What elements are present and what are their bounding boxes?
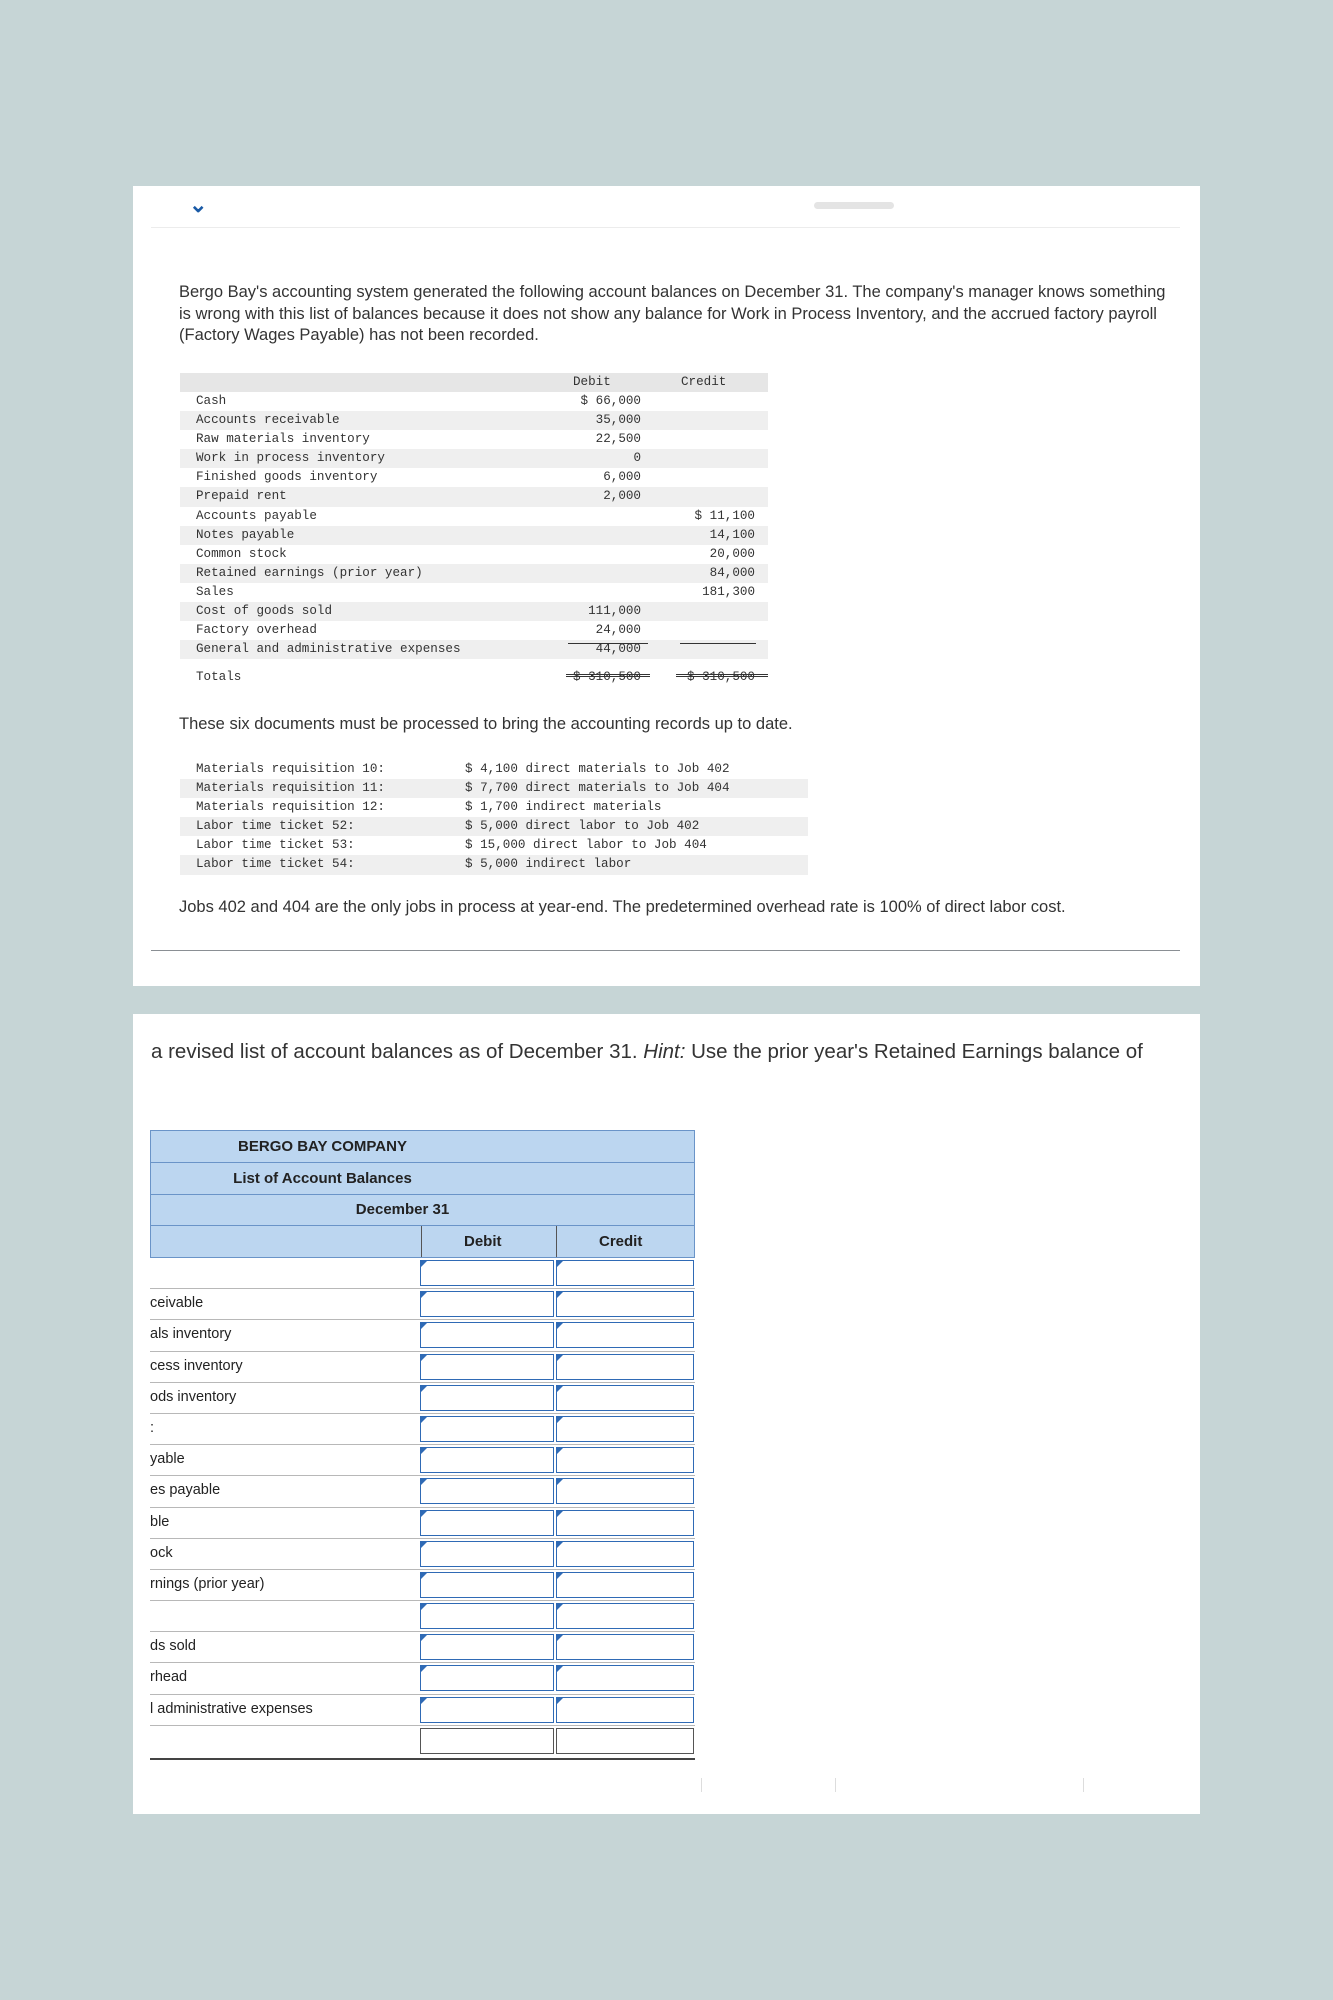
trial-balance-header [180, 373, 768, 392]
form-account-label: ble [150, 1513, 170, 1530]
debit-input[interactable] [420, 1354, 554, 1380]
document-value: $ 7,700 direct materials to Job 404 [465, 781, 730, 796]
trial-balance-row [180, 411, 768, 430]
hint-text: Use the prior year's Retained Earnings balance of [685, 1040, 1143, 1063]
debit-input[interactable] [420, 1510, 554, 1536]
credit-underline [680, 643, 756, 644]
trial-balance-row [180, 430, 768, 449]
divider [151, 227, 1180, 228]
debit-underline [568, 643, 648, 644]
intro-text: Bergo Bay's accounting system generated the following account balances on December 31. The company's manager knows something is wrong with this list of balances because it does not show any balance for Work in Process Inventory, and the accrued factory payroll (Factory Wages Payable) has not been recorded. [179, 283, 1166, 344]
trial-balance-row [180, 487, 768, 506]
question-prompt [151, 1040, 1143, 1064]
document-row [180, 760, 808, 779]
form-debit-header: Debit [464, 1233, 502, 1250]
account-balances-form [150, 1130, 695, 1760]
account-debit: 44,000 [595, 642, 641, 657]
account-label: General and administrative expenses [196, 642, 461, 657]
form-account-label: ods inventory [150, 1388, 237, 1405]
form-row [150, 1289, 695, 1320]
account-credit: 14,100 [709, 527, 755, 542]
form-account-label: rnings (prior year) [150, 1575, 265, 1592]
total-debit-input[interactable] [420, 1728, 554, 1754]
document-label: Materials requisition 11: [196, 781, 385, 796]
credit-double-underline [676, 674, 768, 677]
debit-input[interactable] [420, 1478, 554, 1504]
divider [835, 1778, 836, 1792]
form-total-row [150, 1726, 695, 1760]
trial-balance-row [180, 526, 768, 545]
column-divider [556, 1226, 557, 1257]
account-debit: 111,000 [588, 604, 641, 619]
divider [151, 950, 1180, 951]
document-row [180, 817, 808, 836]
debit-input[interactable] [420, 1665, 554, 1691]
account-debit: 6,000 [603, 470, 641, 485]
form-account-label: cess inventory [150, 1357, 243, 1374]
document-label: Labor time ticket 53: [196, 838, 355, 853]
hint-label: Hint: [643, 1040, 686, 1063]
form-row [150, 1601, 695, 1632]
debit-input[interactable] [420, 1260, 554, 1286]
documents-list [180, 760, 808, 875]
trial-balance-row [180, 621, 768, 640]
totals-row [180, 665, 768, 690]
debit-input[interactable] [420, 1416, 554, 1442]
answer-card [133, 1014, 1200, 1814]
trial-balance-row [180, 449, 768, 468]
form-account-label: rhead [150, 1669, 188, 1686]
account-label: Work in process inventory [196, 451, 385, 466]
account-label: Factory overhead [196, 623, 317, 638]
account-debit: 35,000 [595, 413, 641, 428]
account-debit: 24,000 [595, 623, 641, 638]
debit-input[interactable] [420, 1291, 554, 1317]
credit-input[interactable] [556, 1665, 694, 1691]
form-row [150, 1320, 695, 1351]
document-label: Labor time ticket 52: [196, 819, 355, 834]
account-label: Common stock [196, 546, 287, 561]
form-row [150, 1663, 695, 1694]
form-column-header [150, 1225, 695, 1258]
form-title-row [150, 1162, 695, 1194]
credit-input[interactable] [556, 1260, 694, 1286]
credit-input[interactable] [556, 1416, 694, 1442]
debit-input[interactable] [420, 1541, 554, 1567]
trial-balance-row [180, 564, 768, 583]
form-row [150, 1508, 695, 1539]
form-row [150, 1539, 695, 1570]
debit-input[interactable] [420, 1447, 554, 1473]
trial-balance-row [180, 583, 768, 602]
document-row [180, 836, 808, 855]
form-account-label: ceivable [150, 1295, 204, 1312]
account-label: Prepaid rent [196, 489, 287, 504]
problem-card [133, 186, 1200, 986]
document-row [180, 779, 808, 798]
credit-input[interactable] [556, 1354, 694, 1380]
trial-balance-row [180, 602, 768, 621]
form-row [150, 1570, 695, 1601]
account-label: Cash [196, 394, 227, 408]
account-credit: 84,000 [709, 565, 755, 580]
credit-input[interactable] [556, 1478, 694, 1504]
account-label: Finished goods inventory [196, 470, 378, 485]
totals-debit: $ 310,500 [572, 670, 641, 685]
form-title: List of Account Balances [233, 1170, 412, 1187]
debit-input[interactable] [420, 1572, 554, 1598]
document-row [180, 855, 808, 874]
debit-input[interactable] [420, 1697, 554, 1723]
debit-input[interactable] [420, 1603, 554, 1629]
credit-input[interactable] [556, 1510, 694, 1536]
credit-input[interactable] [556, 1291, 694, 1317]
form-account-label: es payable [150, 1482, 221, 1499]
debit-input[interactable] [420, 1322, 554, 1348]
account-label: Cost of goods sold [196, 604, 333, 619]
debit-input[interactable] [420, 1385, 554, 1411]
credit-input[interactable] [556, 1447, 694, 1473]
divider [1083, 1778, 1084, 1792]
form-date: December 31 [355, 1201, 450, 1218]
form-credit-header: Credit [599, 1233, 643, 1250]
form-account-label: l administrative expenses [150, 1700, 313, 1717]
form-row [150, 1258, 695, 1289]
form-account-label: yable [150, 1451, 185, 1468]
form-account-label: ds sold [150, 1638, 196, 1655]
credit-input[interactable] [556, 1322, 694, 1348]
credit-input[interactable] [556, 1541, 694, 1567]
form-row [150, 1414, 695, 1445]
scroll-handle[interactable] [814, 202, 894, 209]
totals-credit: $ 310,500 [686, 670, 755, 685]
form-row [150, 1476, 695, 1507]
trial-balance-row [180, 545, 768, 564]
account-label: Retained earnings (prior year) [196, 565, 423, 580]
total-credit-input[interactable] [556, 1728, 694, 1754]
trial-balance-row [180, 468, 768, 487]
account-label: Raw materials inventory [196, 432, 370, 447]
account-debit: 2,000 [603, 489, 641, 504]
debit-input[interactable] [420, 1634, 554, 1660]
document-label: Labor time ticket 54: [196, 857, 355, 872]
form-account-label: als inventory [150, 1326, 232, 1343]
credit-input[interactable] [556, 1603, 694, 1629]
credit-header: Credit [681, 375, 727, 389]
debit-double-underline [566, 674, 650, 677]
trial-balance [180, 373, 768, 690]
account-label: Sales [196, 584, 234, 599]
chevron-icon[interactable]: ⌄ [189, 192, 208, 217]
account-debit: 22,500 [595, 432, 641, 447]
jobs-text: Jobs 402 and 404 are the only jobs in process at year-end. The predetermined overhead rate is 100% of direct labor cost. [179, 898, 1066, 916]
form-row [150, 1632, 695, 1663]
form-row [150, 1695, 695, 1726]
company-name: BERGO BAY COMPANY [238, 1138, 407, 1155]
trial-balance-row [180, 392, 768, 411]
account-debit: 0 [633, 451, 641, 466]
totals-label: Totals [196, 670, 242, 685]
credit-input[interactable] [556, 1634, 694, 1660]
account-debit: $ 66,000 [580, 394, 641, 408]
form-row [150, 1445, 695, 1476]
account-credit: 20,000 [709, 546, 755, 561]
account-credit: $ 11,100 [694, 508, 755, 523]
account-label: Notes payable [196, 527, 295, 542]
divider [701, 1778, 702, 1792]
form-account-label: : [150, 1419, 155, 1436]
account-label: Accounts receivable [196, 413, 340, 428]
debit-header: Debit [573, 375, 611, 389]
six-documents-text: These six documents must be processed to bring the accounting records up to date. [179, 715, 793, 733]
document-value: $ 15,000 direct labor to Job 404 [465, 838, 707, 853]
trial-balance-row [180, 507, 768, 526]
form-company-row [150, 1130, 695, 1162]
form-row [150, 1352, 695, 1383]
document-value: $ 4,100 direct materials to Job 402 [465, 762, 730, 776]
document-value: $ 5,000 indirect labor [465, 857, 632, 872]
document-label: Materials requisition 10: [196, 762, 385, 776]
form-row [150, 1383, 695, 1414]
credit-input[interactable] [556, 1572, 694, 1598]
credit-input[interactable] [556, 1385, 694, 1411]
credit-input[interactable] [556, 1697, 694, 1723]
document-row [180, 798, 808, 817]
document-value: $ 5,000 direct labor to Job 402 [465, 819, 700, 834]
document-value: $ 1,700 indirect materials [465, 800, 662, 815]
prompt-main: a revised list of account balances as of December 31. [151, 1040, 644, 1063]
column-divider [421, 1226, 422, 1257]
account-label: Accounts payable [196, 508, 317, 523]
account-credit: 181,300 [702, 584, 755, 599]
document-label: Materials requisition 12: [196, 800, 385, 815]
form-date-row [150, 1194, 695, 1225]
form-account-label: ock [150, 1544, 173, 1561]
